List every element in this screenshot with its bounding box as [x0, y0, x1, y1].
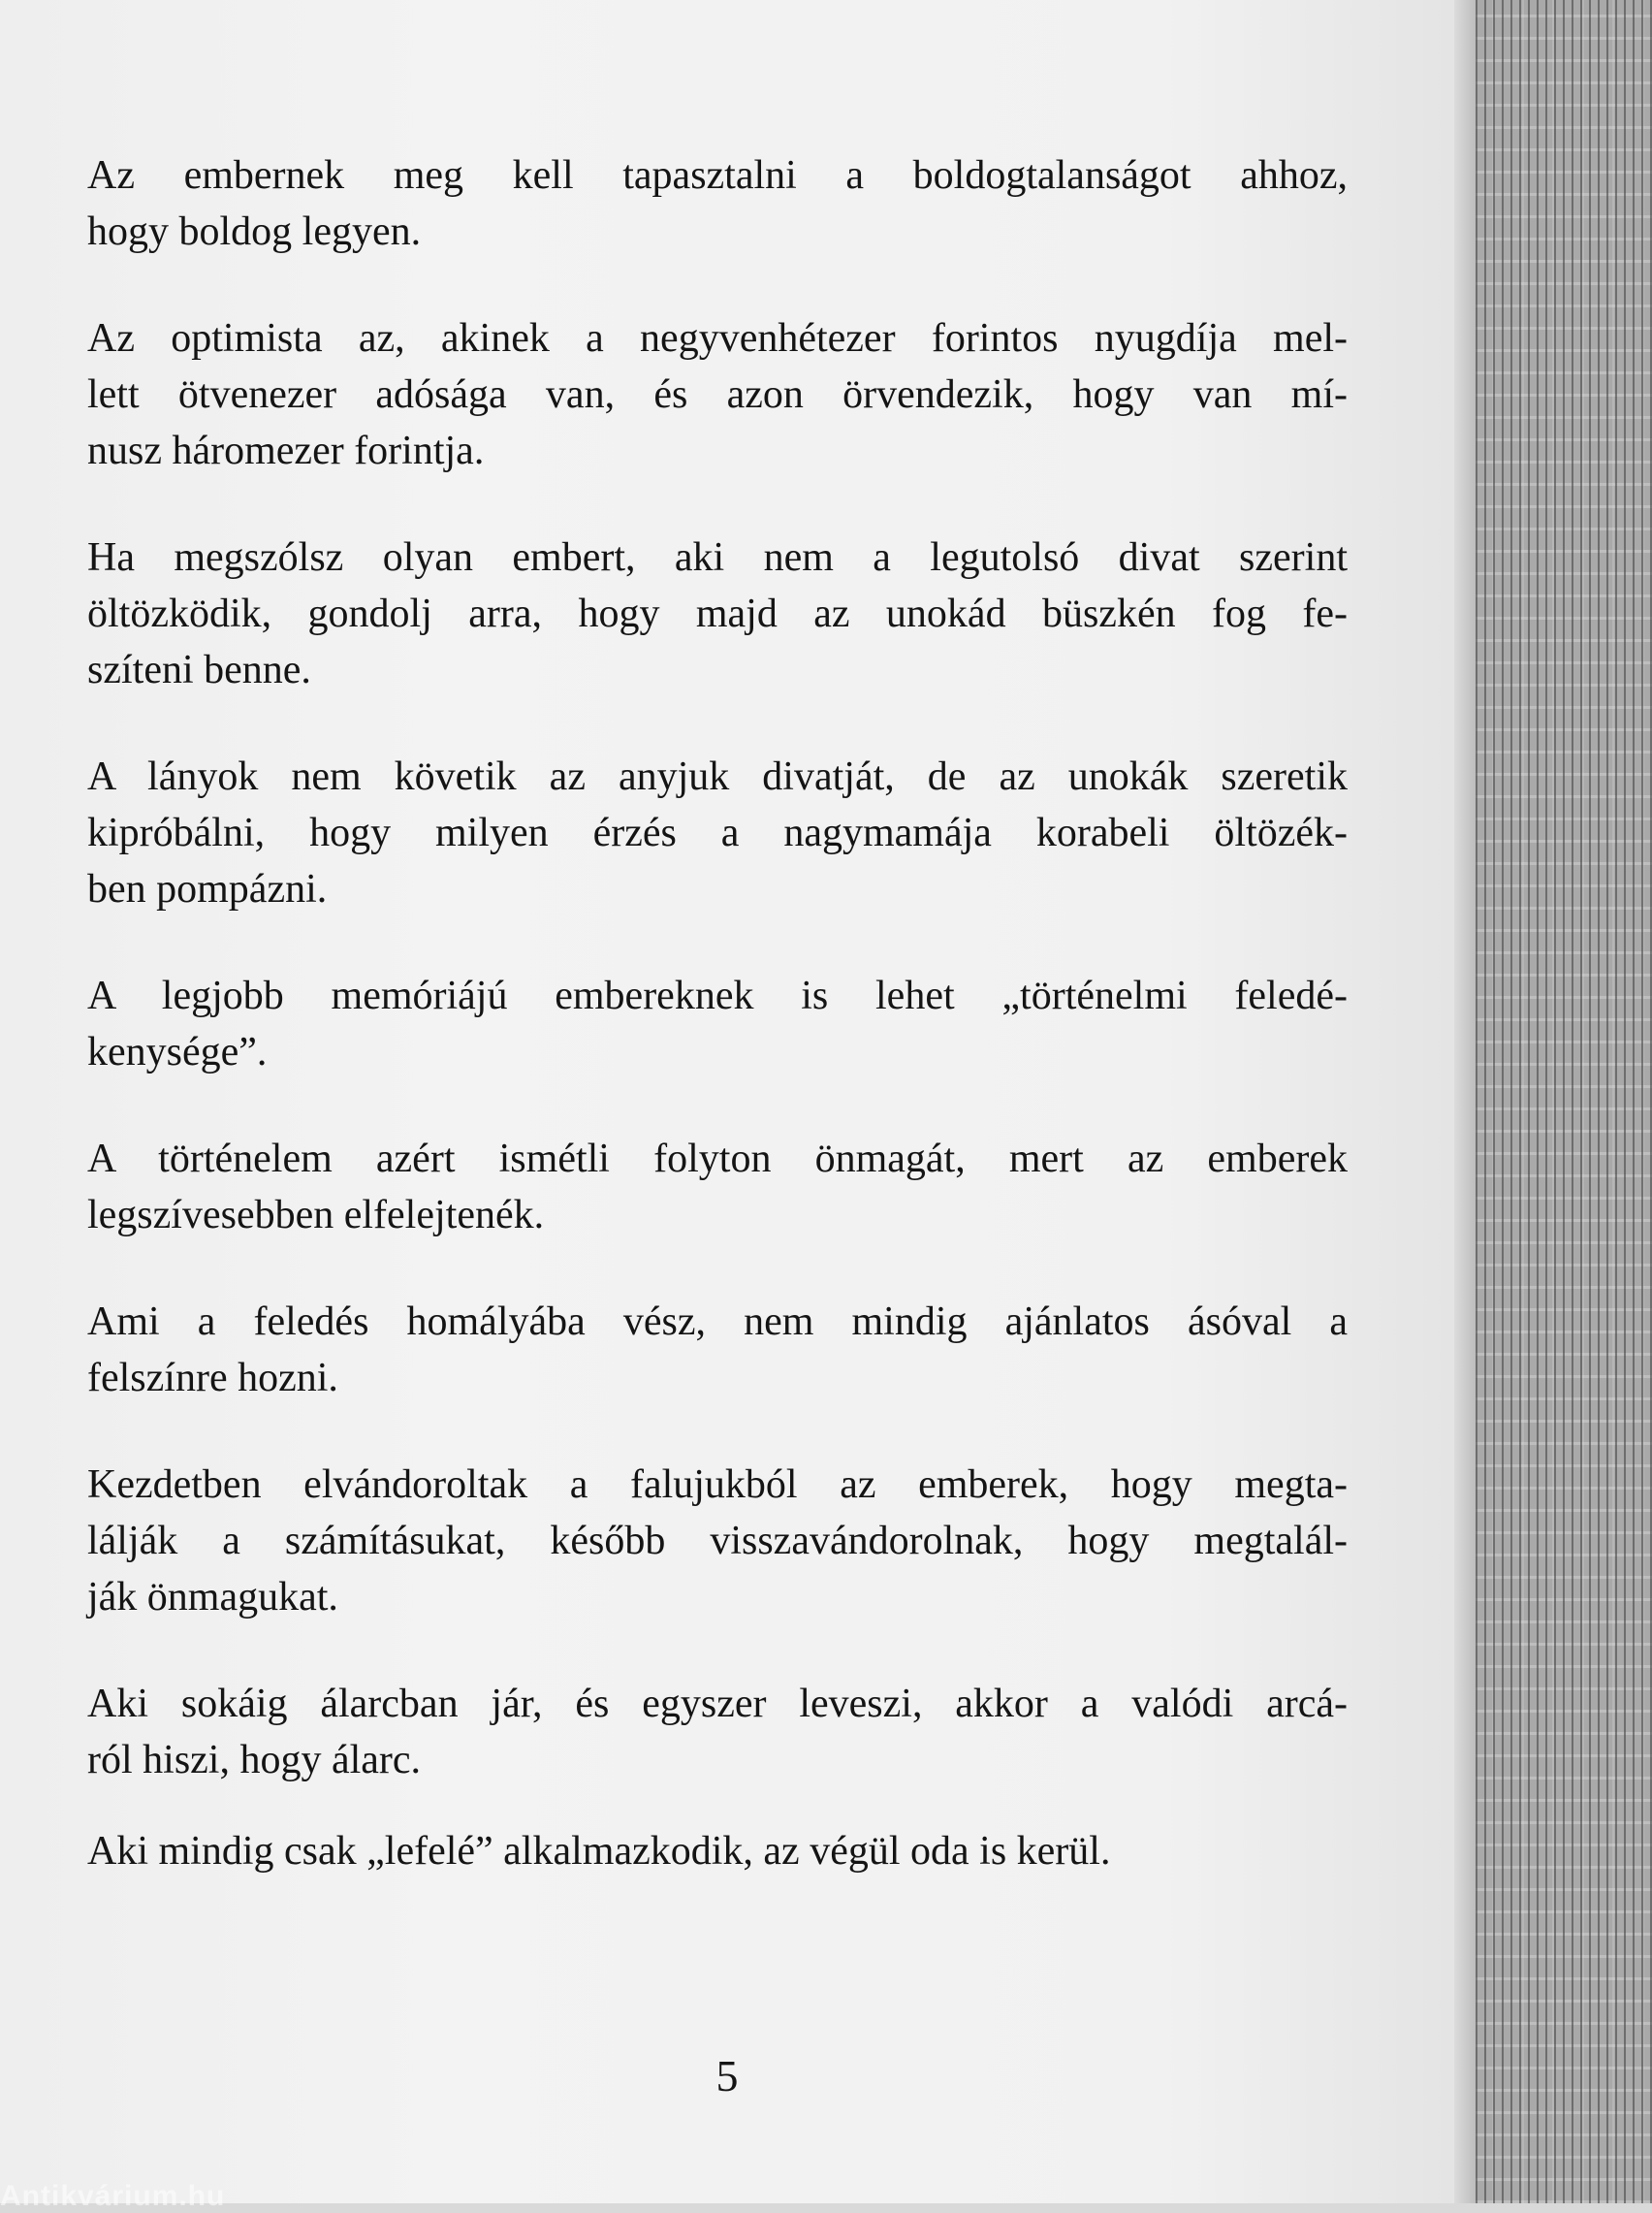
page-edge — [1454, 0, 1476, 2203]
aphorism-paragraph — [87, 749, 1348, 917]
page-number: 5 — [715, 2051, 739, 2101]
text-line: legszívesebben elfelejtenék. — [87, 1193, 545, 1237]
aphorism-paragraph — [87, 1457, 1348, 1625]
text-line: Ami a feledés homályába vész, nem mindig ajánlatos ásóval a — [87, 1299, 1348, 1344]
aphorism-paragraph — [87, 1676, 1348, 1788]
aphorism-paragraph — [87, 1823, 1348, 1879]
text-line: ben pompázni. — [87, 867, 328, 912]
aphorism-paragraph — [87, 1294, 1348, 1406]
text-line: lett ötvenezer adósága van, és azon örvendezik, hogy van mí- — [87, 372, 1348, 417]
text-line: Kezdetben elvándoroltak a falujukból az emberek, hogy megta- — [87, 1462, 1348, 1507]
text-line: ról hiszi, hogy álarc. — [87, 1738, 422, 1782]
text-line: öltözködik, gondolj arra, hogy majd az unokád büszkén fog fe- — [87, 592, 1348, 636]
text-line: A legjobb memóriájú embereknek is lehet „történelmi feledé- — [87, 974, 1348, 1018]
aphorism-paragraph — [87, 529, 1348, 698]
text-line: Ha megszólsz olyan embert, aki nem a legutolsó divat szerint — [87, 535, 1348, 580]
text-line: A történelem azért ismétli folyton önmagát, mert az emberek — [87, 1137, 1348, 1181]
aphorism-paragraph — [87, 968, 1348, 1080]
text-line: hogy boldog legyen. — [87, 209, 422, 254]
text-line: szíteni benne. — [87, 648, 311, 692]
text-line: A lányok nem követik az anyjuk divatját, de az unokák szeretik — [87, 754, 1348, 799]
text-line: felszínre hozni. — [87, 1356, 338, 1400]
text-line: ják önmagukat. — [87, 1575, 338, 1620]
page-text — [87, 147, 1348, 1879]
text-line: lálják a számításukat, később visszavándorolnak, hogy megtalál- — [87, 1519, 1348, 1563]
text-line: nusz háromezer forintja. — [87, 429, 485, 473]
text-line: Az embernek meg kell tapasztalni a boldogtalanságot ahhoz, — [87, 153, 1348, 198]
text-line: kenysége”. — [87, 1030, 268, 1074]
aphorism-paragraph — [87, 1131, 1348, 1243]
aphorism-paragraph — [87, 310, 1348, 479]
background-texture — [1476, 0, 1652, 2203]
text-line: Aki sokáig álarcban jár, és egyszer leveszi, akkor a valódi arcá- — [87, 1682, 1348, 1726]
aphorism-paragraph — [87, 147, 1348, 260]
text-line: Aki mindig csak „lefelé” alkalmazkodik, az végül oda is kerül. — [87, 1829, 1111, 1874]
text-line: kipróbálni, hogy milyen érzés a nagymamája korabeli öltözék- — [87, 811, 1348, 855]
text-line: Az optimista az, akinek a negyvenhétezer forintos nyugdíja mel- — [87, 316, 1348, 361]
watermark: Antikvárium.hu — [0, 2180, 226, 2212]
